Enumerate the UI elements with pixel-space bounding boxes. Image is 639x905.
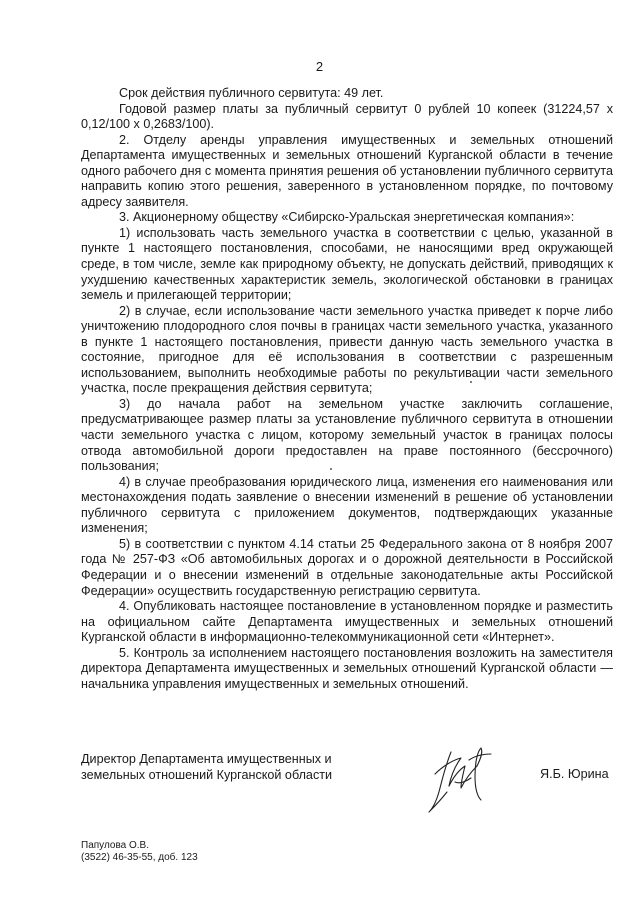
scan-speck (330, 468, 332, 470)
paragraph-item-4: 4. Опубликовать настоящее постановление в установленном порядке и разместить на официальном сайте Департамента имущественных и земельных отношений Курганской области в информационно-телекоммуникационной сети «Интернет». (81, 599, 613, 645)
signer-position-line-2: земельных отношений Курганской области (81, 768, 333, 782)
scan-speck (470, 381, 472, 383)
executor-phone: (3522) 46-35-55, доб. 123 (81, 852, 198, 863)
paragraph-subitem-1: 1) использовать часть земельного участка в соответствии с целью, указанной в пункте 1 настоящего постановления, способами, не наносящими вред окружающей среде, в том числе, земле как природному объекту, не допускать действий, приводящих к ухудшению качественных характеристик земель, экологической обстановки в границах земель и прилегающей территории; (81, 225, 613, 303)
paragraph-subitem-2: 2) в случае, если использование части земельного участка приведет к порче либо уничтожению плодородного слоя почвы в границах части земельного участка, указанного в пункте 1 настоящего постановления, привести данную часть земельного участка в состояние, пригодное для её использования в соответствии с разрешенным использованием, выполнить необходимые работы по рекультивации части земельного участка, после прекращения действия сервитута; (81, 303, 613, 396)
executor-name: Папулова О.В. (81, 840, 149, 851)
signer-name: Я.Б. Юрина (540, 767, 609, 781)
signer-position-line-1: Директор Департамента имущественных и (81, 752, 332, 766)
executor-info (81, 840, 198, 864)
paragraph-subitem-4: 4) в случае преобразования юридического лица, изменения его наименования или местонахождения подать заявление о внесении изменений в решение об установлении публичного сервитута с приложением документов, подтверждающих указанные изменения; (81, 474, 613, 536)
paragraph-item-5: 5. Контроль за исполнением настоящего постановления возложить на заместителя директора Департамента имущественных и земельных отношений Курганской области — начальника управления имущественных и земельных отношений. (81, 645, 613, 691)
paragraph-servitude-term: Срок действия публичного сервитута: 49 лет. (119, 86, 384, 100)
paragraph-subitem-3: 3) до начала работ на земельном участке заключить соглашение, предусматривающее размер платы за установление публичного сервитута в отношении части земельного участка с лицом, которому земельный участок в границах полосы отвода автомобильной дороги предоставлен на праве постоянного (бессрочного) пользования; (81, 396, 613, 474)
paragraph-annual-fee: Годовой размер платы за публичный сервитут 0 рублей 10 копеек (31224,57 х 0,12/100 х 0,2683/100). (81, 101, 613, 132)
paragraph-item-3: 3. Акционерному обществу «Сибирско-Уральская энергетическая компания»: (119, 210, 575, 225)
page-number: 2 (315, 59, 324, 74)
paragraph-item-2: 2. Отделу аренды управления имущественных и земельных отношений Департамента имущественных и земельных отношений Курганской области в течение одного рабочего дня с момента принятия решения об установлении публичного сервитута направить копию этого решения, заверенного в установленном порядке, по почтовому адресу заявителя. (81, 132, 613, 209)
paragraph-subitem-5: 5) в соответствии с пунктом 4.14 статьи 25 Федерального закона от 8 ноября 2007 года № 257-ФЗ «Об автомобильных дорогах и о дорожной деятельности в Российской Федерации и о внесении изменений в отдельные законодательные акты Российской Федерации» осуществить государственную регистрацию сервитута. (81, 536, 613, 598)
handwritten-signature-icon (425, 742, 497, 816)
document-body (81, 86, 613, 692)
signer-position (81, 751, 332, 783)
